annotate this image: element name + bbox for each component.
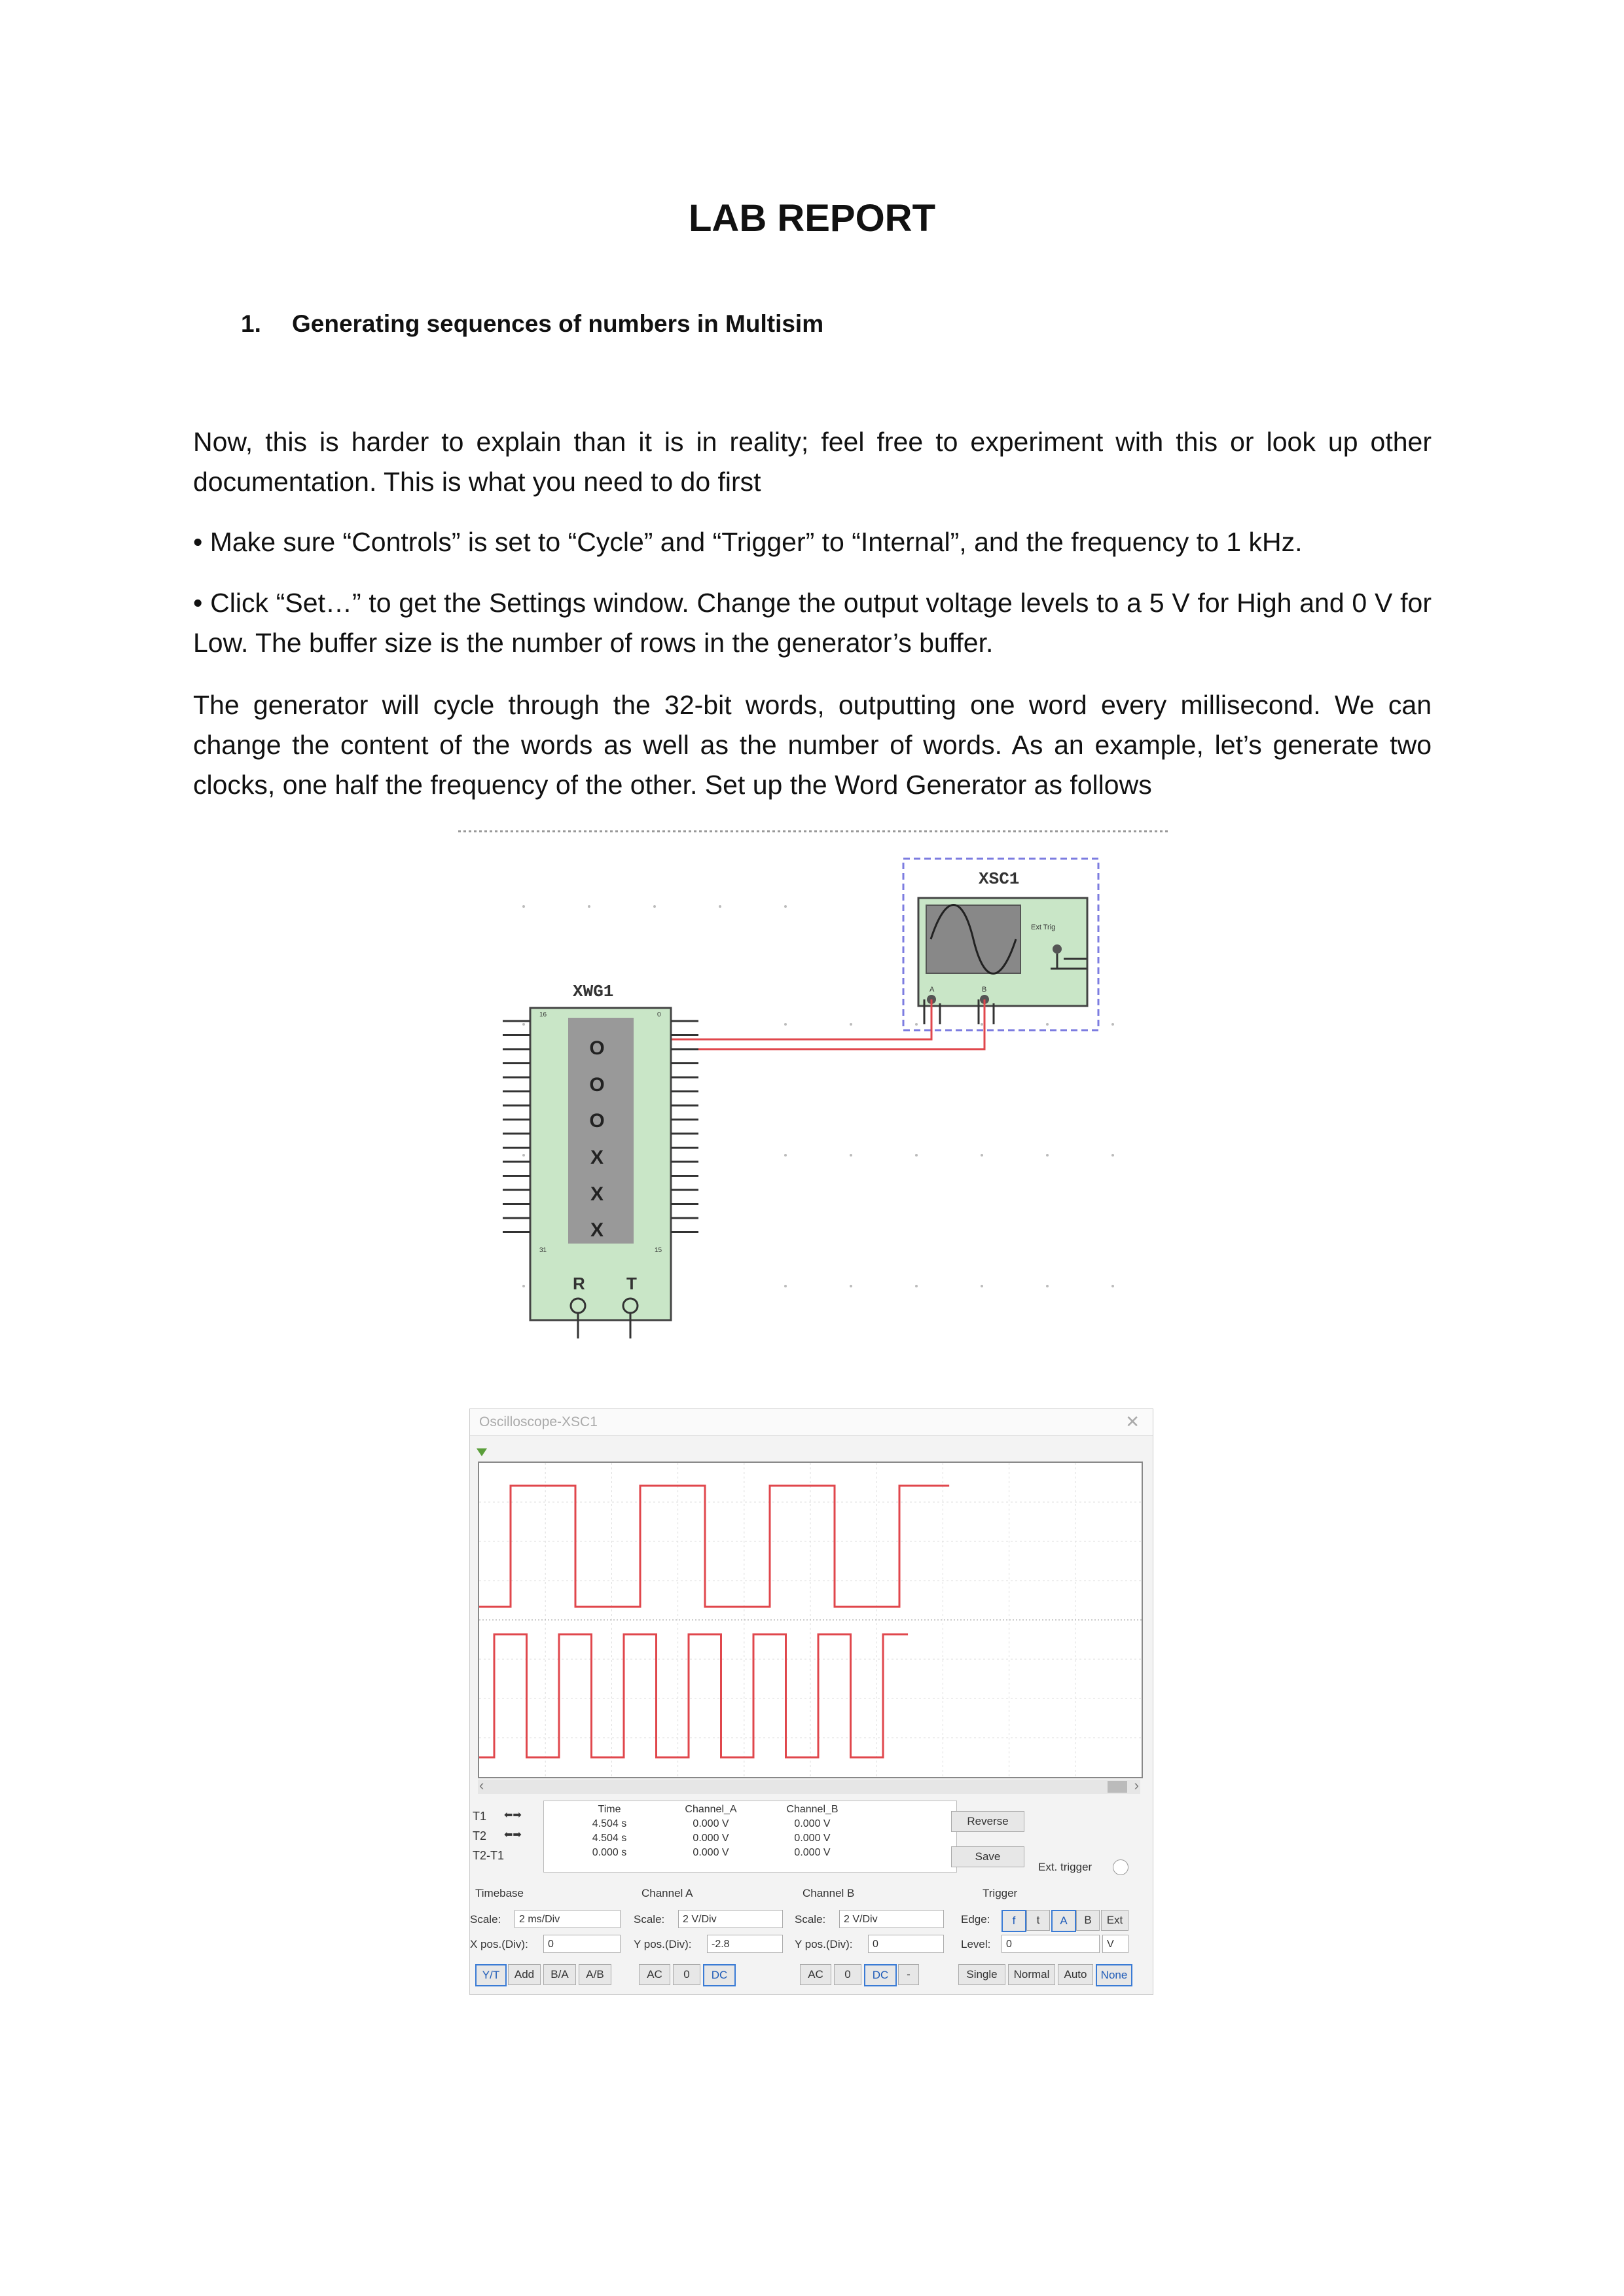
readout-header-a: Channel_A [685, 1804, 737, 1815]
scope-screen[interactable] [478, 1462, 1143, 1778]
paragraph-bullet-settings: • Click “Set…” to get the Settings window. Change the output voltage levels to a 5 V for High and 0 V for Low. The buffer size is the number of rows in the generator’s buffer. [193, 588, 1432, 658]
wg-r-label: R [573, 1274, 585, 1293]
trigger-source-ext-button[interactable]: Ext [1101, 1910, 1128, 1931]
channel-b-zero-button[interactable]: 0 [834, 1964, 861, 1985]
paragraph-bullet-controls: • Make sure “Controls” is set to “Cycle” and “Trigger” to “Internal”, and the frequency to 1 kHz. [193, 527, 1303, 557]
scroll-thumb[interactable] [1108, 1781, 1127, 1793]
channel-b-label: B [982, 986, 987, 994]
ext-trigger-radio[interactable] [1113, 1859, 1128, 1875]
mode-ab-button[interactable]: A/B [579, 1964, 611, 1985]
scroll-right-icon[interactable]: › [1134, 1777, 1139, 1793]
readout-t2-time: 4.504 s [592, 1833, 627, 1844]
channel-a-dc-button[interactable]: DC [703, 1964, 736, 1986]
ext-trigger-label: Ext. trigger [1038, 1861, 1092, 1873]
row-label-t2-t1: T2-T1 [473, 1849, 505, 1862]
scope-traces [479, 1463, 1142, 1777]
ext-trig-label: Ext Trig [1031, 924, 1056, 931]
timebase-xpos-label: X pos.(Div): [470, 1938, 528, 1950]
readout-header-time: Time [598, 1804, 621, 1815]
channel-a-ac-button[interactable]: AC [639, 1964, 670, 1985]
window-titlebar [470, 1409, 1153, 1436]
reverse-button[interactable]: Reverse [951, 1811, 1024, 1832]
pin-label-15: 15 [655, 1247, 662, 1254]
section-number: 1. [241, 310, 261, 337]
cursor-readout [543, 1801, 957, 1873]
readout-diff-a: 0.000 V [693, 1847, 729, 1858]
readout-t2-a: 0.000 V [693, 1833, 729, 1844]
trigger-rising-edge-button[interactable]: f [1001, 1910, 1026, 1932]
channel-b-label: Channel B [803, 1887, 855, 1899]
channel-b-trace [479, 1634, 908, 1757]
mode-ba-button[interactable]: B/A [543, 1964, 576, 1985]
timebase-scale-field[interactable]: 2 ms/Div [514, 1910, 621, 1928]
section-heading [241, 310, 823, 338]
channel-b-ac-button[interactable]: AC [800, 1964, 831, 1985]
trigger-source-a-button[interactable]: A [1051, 1910, 1076, 1932]
channel-a-trace [479, 1486, 949, 1607]
page-title: LAB REPORT [689, 197, 935, 240]
timebase-label: Timebase [475, 1887, 524, 1899]
close-icon[interactable]: ✕ [1125, 1412, 1140, 1431]
trigger-marker-icon [477, 1448, 490, 1462]
wire-channel-a[interactable] [672, 999, 931, 1039]
trigger-falling-edge-button[interactable]: t [1026, 1910, 1050, 1931]
readout-diff-b: 0.000 V [794, 1847, 831, 1858]
wg-symbol-5: X [590, 1183, 604, 1205]
row-label-t2: T2 [473, 1829, 487, 1842]
channel-a-label: A [929, 986, 935, 994]
pin-label-0: 0 [657, 1011, 661, 1018]
channel-a-scale-label: Scale: [634, 1913, 665, 1926]
channel-a-ypos-label: Y pos.(Div): [634, 1938, 692, 1950]
ext-trig-terminal[interactable] [1053, 944, 1062, 954]
wg-symbol-6: X [590, 1219, 604, 1241]
channel-a-scale-field[interactable]: 2 V/Div [678, 1910, 783, 1928]
trigger-source-b-button[interactable]: B [1076, 1910, 1100, 1931]
section-heading-text: Generating sequences of numbers in Multisim [292, 310, 824, 337]
channel-b-scale-label: Scale: [795, 1913, 826, 1926]
readout-diff-time: 0.000 s [592, 1847, 627, 1858]
mode-add-button[interactable]: Add [508, 1964, 541, 1985]
trigger-edge-label: Edge: [961, 1913, 990, 1926]
channel-a-ypos-field[interactable]: -2.8 [707, 1935, 783, 1953]
channel-a-label: Channel A [641, 1887, 693, 1899]
readout-header-b: Channel_B [786, 1804, 839, 1815]
word-generator-name: XWG1 [573, 982, 614, 1001]
wg-t-label: T [626, 1274, 637, 1293]
circuit-figure [458, 828, 1168, 1361]
circuit-schematic [458, 828, 1168, 1361]
oscilloscope-name: XSC1 [979, 869, 1020, 889]
trigger-auto-button[interactable]: Auto [1058, 1964, 1093, 1985]
wg-symbol-3: O [589, 1110, 605, 1132]
channel-b-ypos-label: Y pos.(Div): [795, 1938, 853, 1950]
save-button[interactable]: Save [951, 1846, 1024, 1867]
channel-b-scale-field[interactable]: 2 V/Div [839, 1910, 944, 1928]
readout-t2-b: 0.000 V [794, 1833, 831, 1844]
channel-b-dc-button[interactable]: DC [864, 1964, 897, 1986]
trigger-none-button[interactable]: None [1096, 1964, 1132, 1986]
trigger-level-label: Level: [961, 1938, 991, 1950]
trigger-normal-button[interactable]: Normal [1008, 1964, 1055, 1985]
trigger-single-button[interactable]: Single [958, 1964, 1005, 1985]
trigger-level-field[interactable]: 0 [1001, 1935, 1100, 1953]
cursor-t2-arrows[interactable]: ⬅➡ [504, 1829, 522, 1840]
scope-scrollbar[interactable] [478, 1777, 1140, 1794]
paragraph-intro: Now, this is harder to explain than it is in reality; feel free to experiment with this or look up other documentation. This is what you need to do first [193, 427, 1432, 497]
trigger-label: Trigger [983, 1887, 1018, 1899]
pin-label-31: 31 [539, 1247, 547, 1254]
wg-symbol-4: X [590, 1147, 604, 1168]
channel-b-ypos-field[interactable]: 0 [868, 1935, 944, 1953]
pin-label-16: 16 [539, 1011, 547, 1018]
mode-yt-button[interactable]: Y/T [475, 1964, 507, 1986]
scroll-left-icon[interactable]: ‹ [479, 1777, 484, 1793]
paragraph-generator: The generator will cycle through the 32-bit words, outputting one word every millisecond. We can change the content of the words as well as the number of words. As an example, let’s generate two clocks, one half the frequency of the other. Set up the Word Generator as follows [193, 690, 1432, 800]
channel-b-invert-button[interactable]: - [898, 1964, 919, 1985]
oscilloscope-window [469, 1408, 1153, 1995]
channel-a-zero-button[interactable]: 0 [673, 1964, 700, 1985]
timebase-scale-label: Scale: [470, 1913, 501, 1926]
cursor-t1-arrows[interactable]: ⬅➡ [504, 1810, 522, 1821]
readout-t1-b: 0.000 V [794, 1818, 831, 1829]
wg-symbol-2: O [589, 1074, 605, 1096]
readout-t1-a: 0.000 V [693, 1818, 729, 1829]
window-title: Oscilloscope-XSC1 [479, 1414, 598, 1429]
timebase-xpos-field[interactable]: 0 [543, 1935, 621, 1953]
wg-symbol-1: O [589, 1037, 605, 1059]
readout-t1-time: 4.504 s [592, 1818, 627, 1829]
row-label-t1: T1 [473, 1810, 487, 1823]
trigger-level-unit[interactable]: V [1102, 1935, 1128, 1953]
